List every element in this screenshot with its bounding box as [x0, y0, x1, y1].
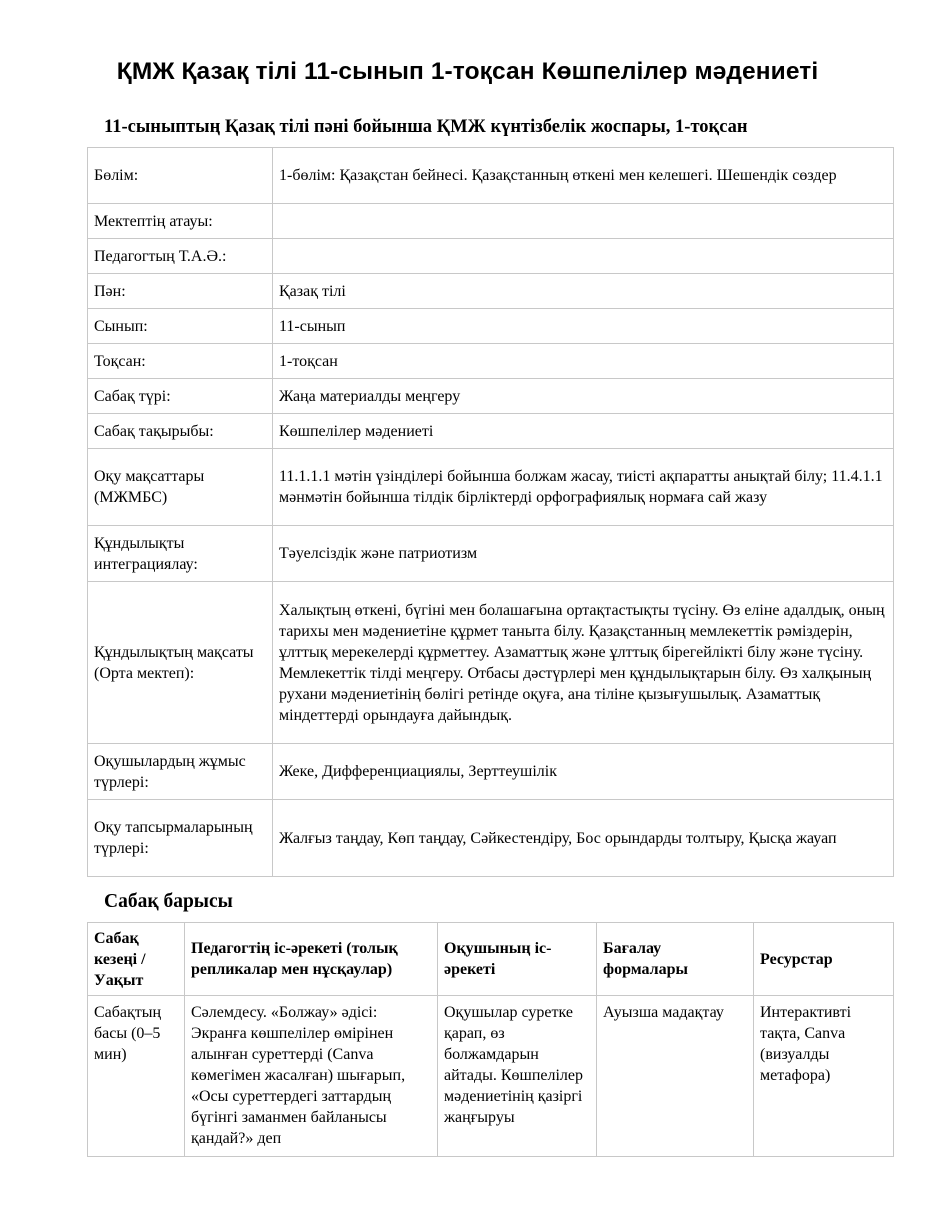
info-label: Педагогтың Т.А.Ә.:: [88, 239, 273, 274]
table-row: [88, 148, 894, 204]
resources-cell: [754, 996, 894, 1157]
table-row: [88, 344, 894, 379]
info-label: Оқу тапсырмаларының түрлері:: [88, 800, 273, 877]
table-row: [88, 449, 894, 526]
teacher-text: Сәлемдесу. «Болжау» әдісі: Экранға көшпелілер өмірінен алынған суреттерді (Canva көмегімен жасалған) шығарып, «Осы суреттердегі заттардың бүгінгі заманмен байланысы қандай?» деп: [191, 1004, 406, 1147]
info-label: Сабақ түрі:: [88, 379, 273, 414]
assessment-text: Ауызша мадақтау: [603, 1004, 724, 1021]
table-row: [88, 582, 894, 744]
column-header-stage: Сабақ кезеңі / Уақыт: [88, 923, 185, 996]
info-value: Жалғыз таңдау, Көп таңдау, Сәйкестендіру, Бос орындарды толтыру, Қысқа жауап: [273, 800, 894, 877]
info-label: Оқу мақсаттары (МЖМБС): [88, 449, 273, 526]
info-label: Бөлім:: [88, 148, 273, 204]
info-value: [273, 204, 894, 239]
assessment-cell: [597, 996, 754, 1157]
resources-text: Интерактивті тақта, Canva (визуалды метафора): [760, 1004, 852, 1084]
info-value: Халықтың өткені, бүгіні мен болашағына ортақтастықты түсіну. Өз еліне адалдық, оның тарихы мен мәдениетіне құрмет таныта білу. Қазақстанның мемлекеттік рәміздерін, ұлттық мерекелерді құрметтеу. Азаматтық және ұлттық бірегейлікті білу және түсіну. Мемлекеттік тілді меңгеру. Отбасы дәстүрлері мен құндылықтарын білу. Өз халқының рухани мәдениетінің бөлігі ретінде оқуға, ана тіліне қызығушылық. Азаматтық міндеттерді орындауға дайындық.: [273, 582, 894, 744]
info-value: 1-бөлім: Қазақстан бейнесі. Қазақстанның өткені мен келешегі. Шешендік сөздер: [273, 148, 894, 204]
info-value: [273, 239, 894, 274]
info-value: 11-сынып: [273, 309, 894, 344]
lesson-info-table: [87, 147, 894, 877]
teacher-cell: [185, 996, 438, 1157]
column-header-teacher: Педагогтің іс-әрекеті (толық репликалар мен нұсқаулар): [185, 923, 438, 996]
stage-cell: [88, 996, 185, 1157]
info-value: 11.1.1.1 мәтін үзінділері бойынша болжам жасау, тиісті ақпаратты анықтай білу; 11.4.1.1 мәнмәтін бойынша тілдік бірліктерді орфографиялық нормаға сай жазу: [273, 449, 894, 526]
table-header-row: [88, 923, 894, 996]
stage-text: Сабақтың басы (0–5 мин): [94, 1004, 162, 1063]
info-value: Жаңа материалды меңгеру: [273, 379, 894, 414]
table-row: [88, 274, 894, 309]
column-header-student: Оқушының іс-әрекеті: [438, 923, 597, 996]
info-label: Тоқсан:: [88, 344, 273, 379]
info-label: Оқушылардың жұмыс түрлері:: [88, 744, 273, 800]
column-header-resources: Ресурстар: [754, 923, 894, 996]
table-row: [88, 309, 894, 344]
info-value: 1-тоқсан: [273, 344, 894, 379]
table-row: [88, 239, 894, 274]
info-value: Көшпелілер мәдениеті: [273, 414, 894, 449]
info-label: Құндылықты интеграциялау:: [88, 526, 273, 582]
table-row: [88, 996, 894, 1157]
document-subtitle: 11-сыныптың Қазақ тілі пәні бойынша ҚМЖ күнтізбелік жоспары, 1-тоқсан: [104, 117, 748, 137]
info-value: Қазақ тілі: [273, 274, 894, 309]
info-value: Тәуелсіздік және патриотизм: [273, 526, 894, 582]
info-value: Жеке, Дифференциациялы, Зерттеушілік: [273, 744, 894, 800]
table-row: [88, 526, 894, 582]
page-title: ҚМЖ Қазақ тілі 11-сынып 1-тоқсан Көшпелілер мәдениеті: [116, 58, 819, 85]
lesson-progress-heading: Сабақ барысы: [104, 891, 233, 912]
info-label: Сынып:: [88, 309, 273, 344]
student-cell: [438, 996, 597, 1157]
table-row: [88, 744, 894, 800]
table-row: [88, 800, 894, 877]
info-label: Сабақ тақырыбы:: [88, 414, 273, 449]
table-row: [88, 379, 894, 414]
info-label: Пән:: [88, 274, 273, 309]
table-row: [88, 204, 894, 239]
lesson-progress-table: [87, 922, 894, 1157]
table-row: [88, 414, 894, 449]
student-text: Оқушылар суретке қарап, өз болжамдарын айтады. Көшпелілер мәдениетінің қазіргі жаңғыруы: [444, 1004, 584, 1126]
info-label: Құндылықтың мақсаты (Орта мектеп):: [88, 582, 273, 744]
column-header-assessment: Бағалау формалары: [597, 923, 754, 996]
info-label: Мектептің атауы:: [88, 204, 273, 239]
